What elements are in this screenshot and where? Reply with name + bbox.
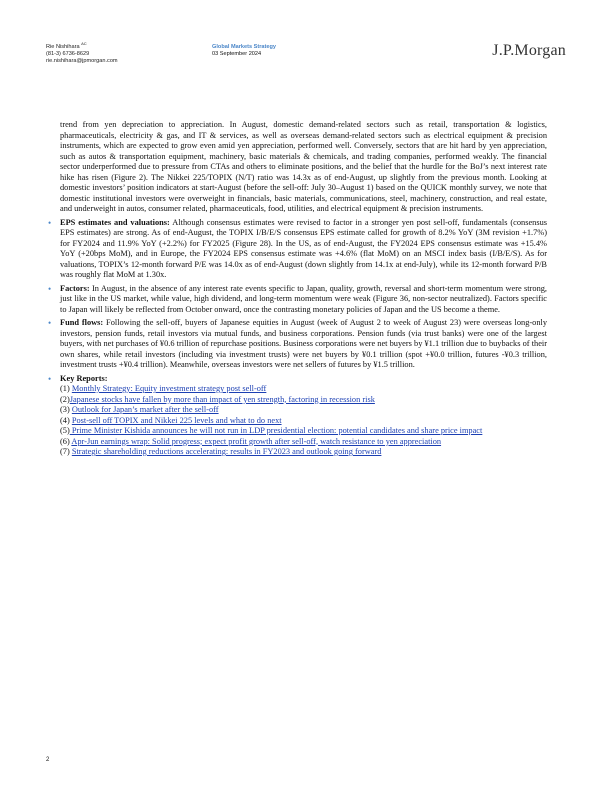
bullet-eps-heading: EPS estimates and valuations: — [60, 217, 170, 227]
report-link[interactable]: Apr-Jun earnings wrap: Solid progress; expect profit growth after sell-off, watch resistance to yen appreciation — [71, 436, 442, 446]
report-number: (7) — [60, 447, 72, 456]
author-name: Rie Nishihara — [46, 44, 80, 50]
report-number: (4) — [60, 415, 72, 425]
report-link[interactable]: Post-sell off TOPIX and Nikkei 225 levels and what to do next — [71, 415, 282, 425]
bullet-key-reports — [48, 373, 547, 458]
report-item — [60, 395, 547, 406]
report-link[interactable]: Prime Minister Kishida announces he will not run in LDP presidential election: potential candidates and share price impact — [69, 426, 483, 435]
bullet-fund-flows-heading: Fund flows: — [60, 318, 104, 327]
jpmorgan-logo: J.P.Morgan — [492, 42, 566, 59]
intro-paragraph: trend from yen depreciation to appreciation. In August, domestic demand-related sectors such as retail, transportation & logistics, pharmaceuticals, electricity & gas, and IT & services, as well as overseas demand-related sectors such as electrical equipment & precision instruments, which are expected to grow even amid yen appreciation, performed well. Conversely, sectors that are hit hard by yen appreciation, such as autos & transportation equipment, machinery, basic materials & chemicals, and trading companies, performed weakly. The financial sector underperformed due to pressure from CTAs and others to eliminate positions, and the belief that the hurdle for the BoJ’s next interest rate hike has risen (Figure 2). The Nikkei 225/TOPIX (N/T) ratio was 14.3x as of end-August, up slightly from the previous month. Looking at domestic investors’ position indicators at start-August (before the sell-off: July 30–August 1) based on the QUICK monthly survey, we note that domestic institutional investors were overweight in financials, basic materials, communications, steel, machinery, construction, and real estate, and underweight in autos, consumer related, pharmaceuticals, food, utilities, and electrical equipment & precision instruments. — [60, 120, 547, 213]
bullet-dot-icon: • — [48, 373, 52, 384]
bullet-eps — [48, 217, 547, 281]
key-reports-list — [60, 384, 547, 458]
author-name-line — [46, 41, 118, 51]
report-number: (6) — [60, 436, 72, 446]
bullet-factors-text: In August, in the absence of any interest rate events specific to Japan, quality, growth, reversal and short-term momentum were strong, just like in the US market, while value, high dividend, and long-term momentum were weak (Figure 36, non-sector neutralized). Factors specific to Japan will likely be reflected from October onward, once the contrasting monetary policies of Japan and the US become a theme. — [60, 283, 547, 314]
report-series — [212, 44, 276, 58]
author-email: rie.nishihara@jpmorgan.com — [46, 58, 118, 64]
report-item — [60, 426, 547, 437]
report-item — [60, 447, 547, 458]
bullet-eps-text: Although consensus estimates were revised to factor in a stronger yen post sell-off, fundamentals (consensus EPS estimates) are strong. As of end-August, the TOPIX I/B/E/S consensus EPS estimate called for growth of 8.2% YoY (3M revision +1.7%) for FY2024 and 11.9% YoY (+2.2%) for FY2025 (Figure 28). In the US, as of end-August, the FY2024 EPS consensus estimate was +15.4% YoY (+20bps MoM), and in Europe, the FY2024 EPS consensus estimate was +4.6% (flat MoM) on an MSCI index basis (I/B/E/S). As for valuations, TOPIX’s 12-month forward P/E was 14.0x as of end-August (down slightly from 14.1x at end-July), while its 12-month forward P/B was roughly flat MoM at 1.30x. — [60, 217, 547, 279]
author-contact — [46, 41, 118, 65]
report-item — [60, 437, 547, 448]
bullet-fund-flows — [48, 318, 547, 371]
report-number: (5) — [60, 426, 70, 435]
bullet-dot-icon: • — [48, 217, 52, 228]
report-number: (2) — [60, 394, 70, 404]
page-number: 2 — [46, 757, 50, 763]
report-link[interactable]: Monthly Strategy: Equity investment strategy post sell-off — [71, 384, 267, 393]
report-item — [60, 384, 547, 395]
report-link[interactable]: Japanese stocks have fallen by more than impact of yen strength, factoring in recession risk — [69, 394, 375, 404]
report-item — [60, 405, 547, 416]
report-link[interactable]: Strategic shareholding reductions accelerating: results in FY2023 and outlook going forward — [71, 447, 382, 456]
key-reports-heading: Key Reports: — [60, 373, 108, 383]
page-header — [46, 41, 566, 74]
report-number: (3) — [60, 405, 72, 414]
bullet-factors — [48, 283, 547, 316]
bullet-dot-icon: • — [48, 283, 52, 294]
bullet-fund-flows-text: Following the sell-off, buyers of Japanese equities in August (week of August 2 to week of August 23) were overseas long-only investors, pension funds, retail investors via mutual funds, and business corporations. Pension funds (via trust banks) were one of the largest buyers, with net purchases of ¥0.6 trillion of repurchase positions. Business corporations were net buyers by ¥1.1 trillion due to buybacks of their own shares, while retail investors (including via investment trusts) were net buyers by ¥0.1 trillion (spot +¥0.0 trillion, futures -¥0.3 trillion, investment trusts +¥0.4 trillion). Meanwhile, overseas investors were net sellers of futures by ¥1.5 trillion. — [60, 318, 547, 369]
report-item — [60, 416, 547, 427]
report-date: 03 September 2024 — [212, 51, 262, 57]
body-content — [48, 120, 547, 461]
bullet-dot-icon: • — [48, 318, 52, 328]
author-superscript: AC — [81, 41, 87, 47]
series-title: Global Markets Strategy — [212, 44, 277, 50]
report-link[interactable]: Outlook for Japan’s market after the sell-off — [71, 405, 219, 414]
bullet-list — [48, 217, 547, 458]
bullet-factors-heading: Factors: — [60, 283, 90, 293]
author-phone: (81-3) 6736-8629 — [46, 51, 90, 57]
report-number: (1) — [60, 384, 72, 393]
